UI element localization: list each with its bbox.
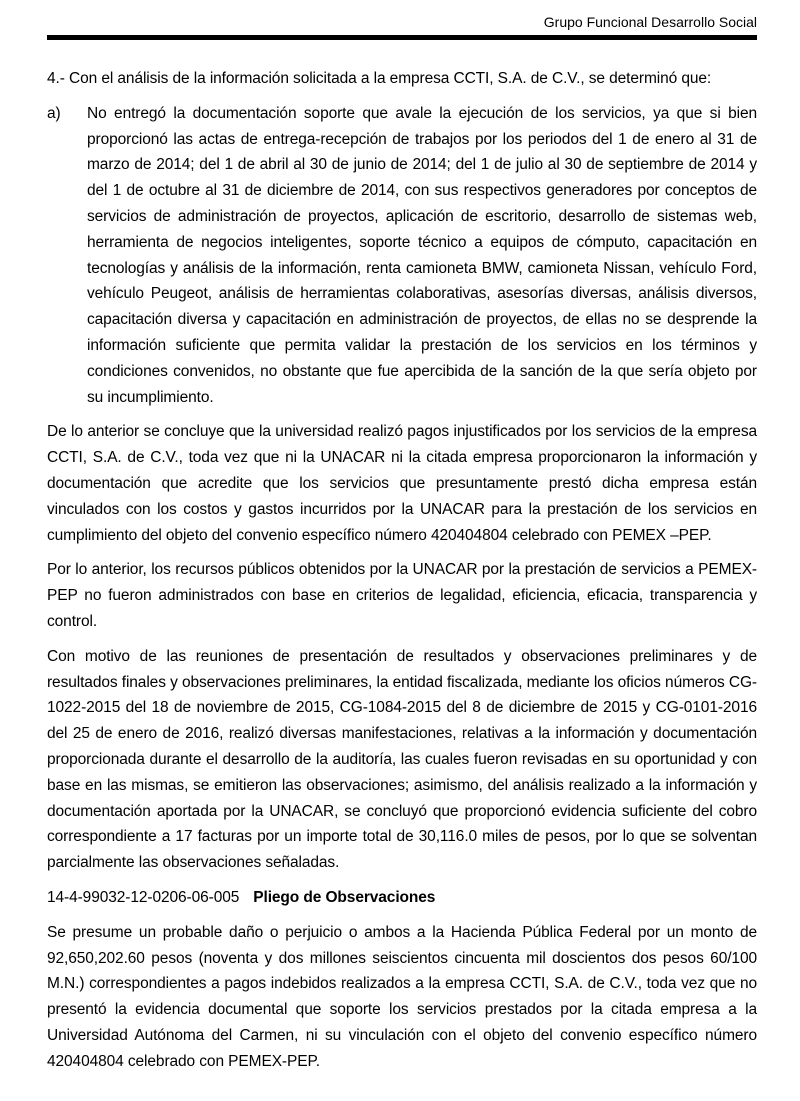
list-item-marker: a) — [47, 104, 61, 122]
observation-code: 14-4-99032-12-0206-06-005 — [47, 888, 240, 906]
page-header — [0, 0, 800, 31]
paragraph-reuniones: Con motivo de las reuniones de presentación de resultados y observaciones preliminares y de resultados finales y observaciones preliminares, la entidad fiscalizada, mediante los oficios números CG-1022-2015 del 18 de noviembre de 2015, CG-1084-2015 del 8 de diciembre de 2015 y CG-0101-2016 del 25 de enero de 2016, realizó diversas manifestaciones, relativas a la información y documentación proporcionada durante el desarrollo de la auditoría, las cuales fueron revisadas en su oportunidad y con base en las mismas, se emitieron las observaciones; asimismo, del análisis realizado a la información y documentación aportada por la UNACAR, se concluyó que proporcionó evidencia suficiente del cobro correspondiente a 17 facturas por un importe total de 30,116.0 miles de pesos, por lo que se solventan parcialmente las observaciones señaladas. — [47, 647, 757, 872]
paragraph-intro: 4.- Con el análisis de la información solicitada a la empresa CCTI, S.A. de C.V., se determinó que: — [47, 70, 712, 87]
document-content — [0, 40, 800, 1074]
list-item-a — [47, 101, 757, 411]
paragraph-conclusion: De lo anterior se concluye que la universidad realizó pagos injustificados por los servicios de la empresa CCTI, S.A. de C.V., toda vez que ni la UNACAR ni la citada empresa proporcionaron la información y documentación que acredite que los servicios que presuntamente prestó dicha empresa están vinculados con los costos y gastos incurridos por la UNACAR para la prestación de los servicios en cumplimiento del objeto del convenio específico número 420404804 celebrado con PEMEX –PEP. — [47, 423, 757, 544]
header-title: Grupo Funcional Desarrollo Social — [543, 14, 757, 30]
observation-heading — [47, 885, 757, 911]
paragraph-presuncion: Se presume un probable daño o perjuicio o ambos a la Hacienda Pública Federal por un monto de 92,650,202.60 pesos (noventa y dos millones seiscientos cincuenta mil doscientos dos pesos 60/100 M.N.) correspondientes a pagos indebidos realizados a la empresa CCTI, S.A. de C.V., toda vez que no presentó la evidencia documental que soporte los servicios prestados por la citada empresa a la Universidad Autónoma del Carmen, ni su vinculación con el objeto del convenio específico número 420404804 celebrado con PEMEX-PEP. — [47, 923, 757, 1070]
list-item-text: No entregó la documentación soporte que avale la ejecución de los servicios, ya que si bien proporcionó las actas de entrega-recepción de trabajos por los periodos del 1 de enero al 31 de marzo de 2014; del 1 de abril al 30 de junio de 2014; del 1 de julio al 30 de septiembre de 2014 y del 1 de octubre al 31 de diciembre de 2014, con sus respectivos generadores por conceptos de servicios de administración de proyectos, aplicación de escritorio, desarrollo de sistemas web, herramienta de negocios inteligentes, soporte técnico a equipos de cómputo, capacitación en tecnologías y análisis de la información, renta camioneta BMW, camioneta Nissan, vehículo Ford, vehículo Peugeot, análisis de herramientas colaborativas, asesorías diversas, análisis diversos, capacitación diversa y capacitación en administración de proyectos, de ellas no se desprende la información suficiente que permita validar la prestación de los servicios en los términos y condiciones convenidos, no obstante que fue apercibida de la sanción de la que sería objeto por su incumplimiento. — [87, 104, 757, 406]
paragraph-criterios: Por lo anterior, los recursos públicos obtenidos por la UNACAR por la prestación de servicios a PEMEX-PEP no fueron administrados con base en criterios de legalidad, eficiencia, eficacia, transparencia y control. — [47, 561, 757, 630]
observation-title: Pliego de Observaciones — [253, 888, 436, 906]
